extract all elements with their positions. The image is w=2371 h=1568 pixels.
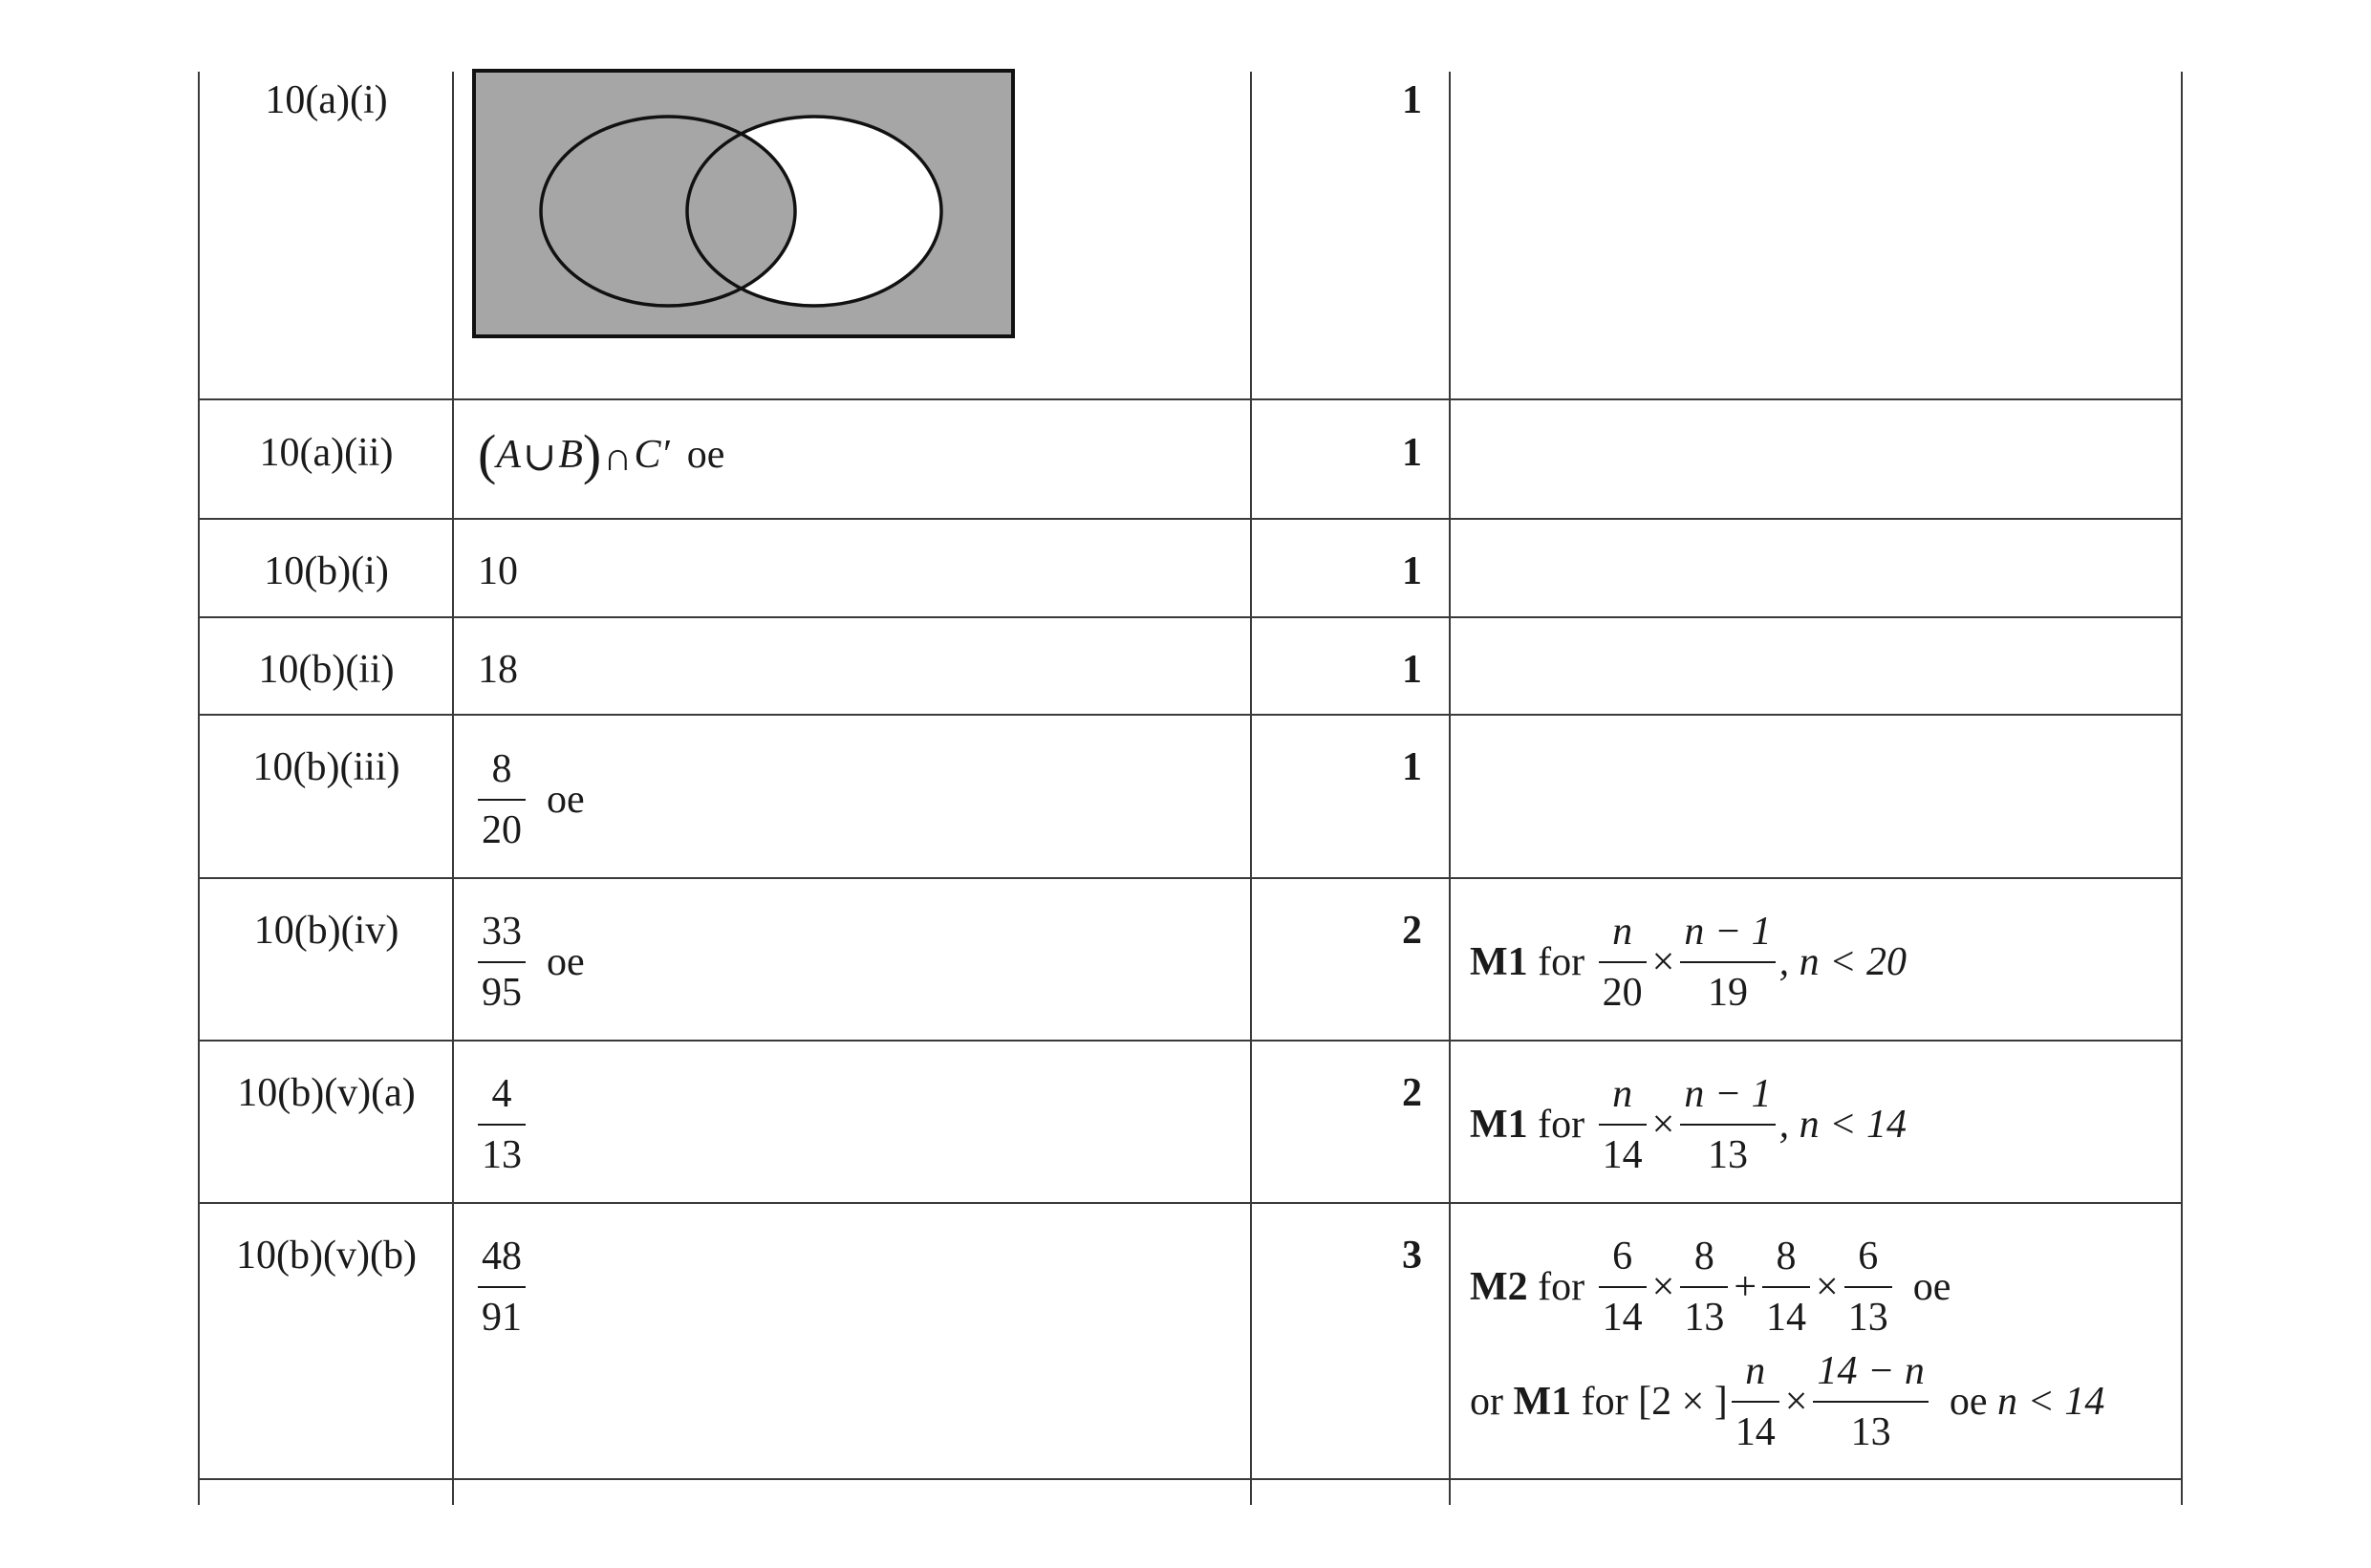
fraction-denominator: 91 (478, 1286, 526, 1338)
guidance-text (1470, 1074, 1907, 1175)
fraction-numerator: n − 1 (1684, 1072, 1772, 1116)
table-border-right (2181, 72, 2183, 1505)
fraction-denominator: 20 (1599, 961, 1647, 1013)
row-divider (198, 398, 2181, 400)
answer-value: 18 (478, 648, 518, 692)
answer-fraction (478, 1236, 529, 1338)
table-border-left (198, 72, 200, 1505)
marks-value: 1 (1402, 549, 1422, 593)
set-c-complement: C′ (634, 433, 670, 477)
guidance-word: for (1538, 1103, 1585, 1147)
marks-value: 1 (1402, 78, 1422, 122)
times-symbol: × (1816, 1265, 1839, 1309)
fraction-numerator: 6 (1612, 1235, 1633, 1278)
fraction-numerator: 48 (482, 1235, 522, 1278)
fraction-denominator: 13 (1813, 1401, 1928, 1452)
guidance-word: for (1538, 1265, 1585, 1309)
fraction-denominator: 14 (1599, 1286, 1647, 1338)
question-number: 10(b)(iv) (253, 909, 399, 953)
guidance-word: for (1538, 940, 1585, 984)
oe-note: oe (547, 778, 585, 822)
answer-value: 10 (478, 549, 518, 593)
method-mark: M1 (1470, 940, 1528, 984)
table-divider-answer (1250, 72, 1252, 1505)
fraction-numerator: n (1612, 1072, 1633, 1116)
paren-open: ( (478, 423, 497, 485)
row-divider (198, 1202, 2181, 1204)
fraction-denominator: 19 (1680, 961, 1775, 1013)
method-mark: M2 (1470, 1265, 1528, 1309)
fraction-denominator: 13 (1680, 1286, 1728, 1338)
fraction-numerator: n − 1 (1684, 910, 1772, 954)
set-b: B (558, 433, 583, 477)
plus-symbol: + (1734, 1265, 1757, 1309)
times-symbol: × (1651, 1103, 1675, 1147)
oe-note: oe (686, 433, 725, 477)
row-divider (198, 518, 2181, 520)
fraction-numerator: 8 (491, 747, 512, 791)
row-divider (198, 714, 2181, 716)
answer-fraction (478, 749, 585, 850)
marks-value: 1 (1402, 745, 1422, 789)
set-a: A (496, 433, 521, 477)
guidance-word: for [2 × ] (1581, 1380, 1728, 1424)
answer-fraction (478, 1074, 529, 1175)
fraction-numerator: 4 (491, 1072, 512, 1116)
answer-set-expression (478, 423, 725, 485)
question-number: 10(a)(i) (265, 78, 388, 122)
guidance-line-1 (1470, 1236, 1951, 1338)
fraction-numerator: 6 (1858, 1235, 1879, 1278)
condition-text: n < 14 (1996, 1380, 2105, 1424)
marks-value: 3 (1402, 1234, 1422, 1278)
paren-close: ) (582, 423, 602, 485)
table-divider-marks (1449, 72, 1451, 1505)
fraction-denominator: 95 (478, 961, 526, 1013)
fraction-numerator: 8 (1776, 1235, 1797, 1278)
row-divider (198, 877, 2181, 879)
fraction-denominator: 13 (1680, 1124, 1775, 1175)
question-number: 10(b)(ii) (258, 648, 395, 692)
fraction-numerator: 8 (1693, 1235, 1714, 1278)
fraction-denominator: 14 (1732, 1401, 1779, 1452)
times-symbol: × (1784, 1380, 1808, 1424)
row-divider (198, 1040, 2181, 1042)
row-divider (198, 616, 2181, 618)
marks-value: 2 (1402, 1071, 1422, 1115)
fraction-numerator: n (1745, 1349, 1766, 1393)
question-number: 10(a)(ii) (259, 431, 394, 475)
fraction-denominator: 13 (1844, 1286, 1892, 1338)
fraction-denominator: 20 (478, 799, 526, 850)
fraction-denominator: 14 (1762, 1286, 1810, 1338)
oe-note: oe (1949, 1380, 1988, 1424)
question-number: 10(b)(v)(b) (236, 1234, 417, 1278)
guidance-word: or (1470, 1380, 1503, 1424)
question-number: 10(b)(v)(a) (237, 1071, 416, 1115)
guidance-line-2 (1470, 1351, 2104, 1452)
marks-value: 1 (1402, 431, 1422, 475)
condition-text: , n < 14 (1778, 1103, 1908, 1147)
times-symbol: × (1651, 940, 1675, 984)
method-mark: M1 (1470, 1103, 1528, 1147)
method-mark: M1 (1513, 1380, 1572, 1424)
fraction-denominator: 14 (1599, 1124, 1647, 1175)
guidance-text (1470, 912, 1907, 1013)
question-number: 10(b)(i) (264, 549, 389, 593)
oe-note: oe (1912, 1265, 1951, 1309)
oe-note: oe (547, 940, 585, 984)
times-symbol: × (1651, 1265, 1675, 1309)
table-divider-question (452, 72, 454, 1505)
union-symbol: ∪ (522, 436, 557, 481)
condition-text: , n < 20 (1778, 940, 1908, 984)
marks-value: 1 (1402, 648, 1422, 692)
fraction-numerator: 14 − n (1817, 1349, 1925, 1393)
venn-diagram (472, 69, 1017, 342)
fraction-denominator: 13 (478, 1124, 526, 1175)
intersection-symbol: ∩ (603, 436, 633, 481)
fraction-numerator: 33 (482, 910, 522, 954)
fraction-numerator: n (1612, 910, 1633, 954)
answer-fraction (478, 912, 585, 1013)
row-divider (198, 1478, 2181, 1480)
question-number: 10(b)(iii) (252, 745, 400, 789)
marks-value: 2 (1402, 909, 1422, 953)
